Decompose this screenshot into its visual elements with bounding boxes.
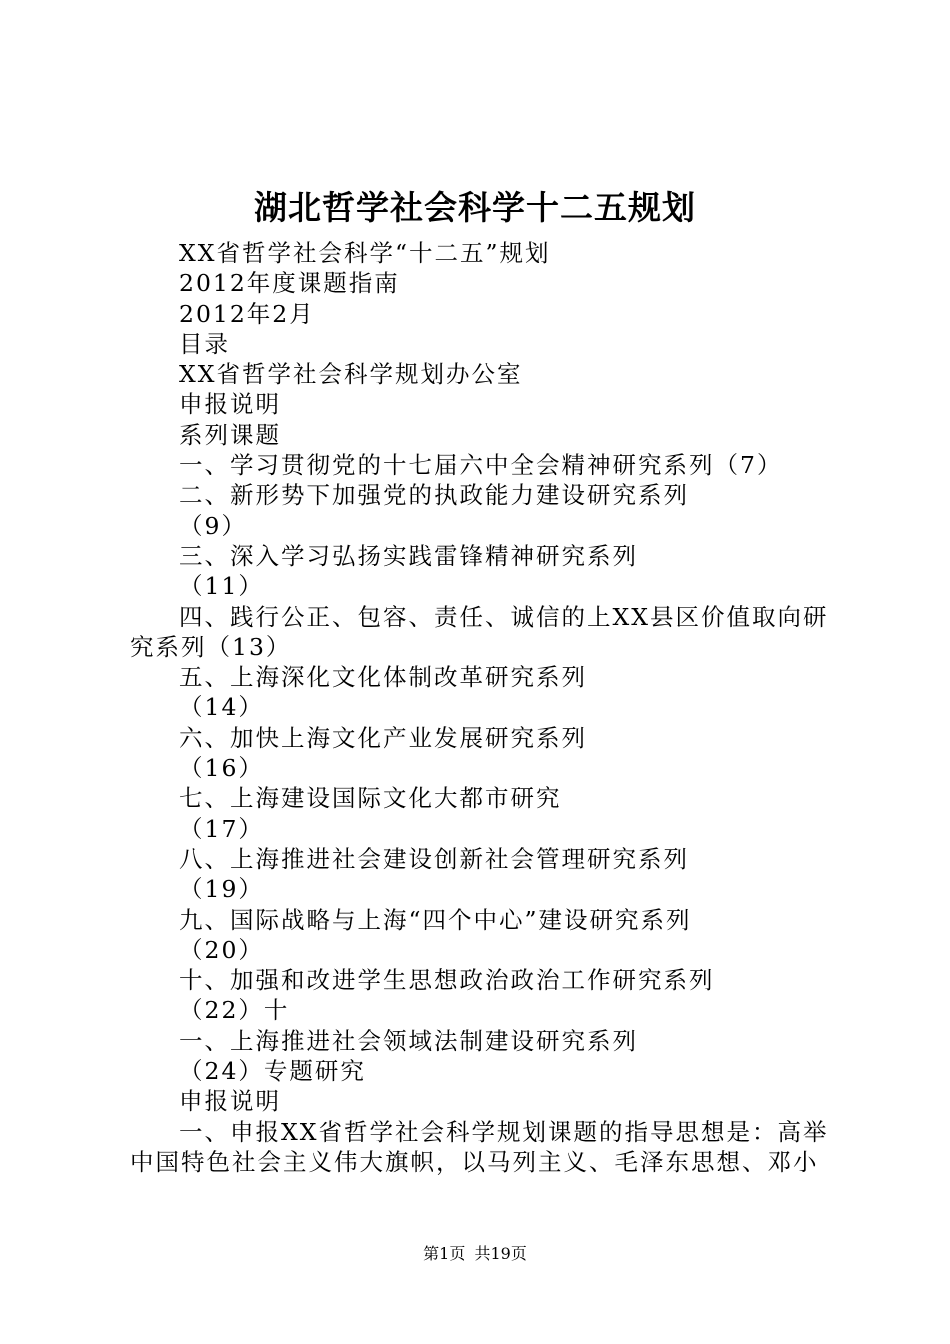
toc-entry: 三、深入学习弘扬实践雷锋精神研究系列 [179,541,638,570]
document-title: 湖北哲学社会科学十二五规划 [254,188,696,227]
toc-page-number: （9） [179,511,247,540]
toc-page-number: （19） [179,875,264,904]
page-footer [0,1242,950,1266]
body-line: XX省哲学社会科学“十二五”规划 [179,239,551,267]
body-line: 申报说明 [179,390,281,419]
toc-page-number: （22）十 [179,996,290,1025]
page-number: 第1页 [423,1244,466,1263]
body-line: 目录 [179,329,230,358]
toc-page-number: （11） [179,572,264,601]
document-body [130,238,830,1177]
paragraph-line: 中国特色社会主义伟大旗帜，以马列主义、毛泽东思想、邓小 [130,1147,819,1176]
toc-entry: 二、新形势下加强党的执政能力建设研究系列 [179,481,689,510]
toc-entry: 四、践行公正、包容、责任、诚信的上XX县区价值取向研 [179,602,829,631]
body-line: XX省哲学社会科学规划办公室 [179,360,523,389]
toc-page-number: （16） [179,754,264,783]
toc-entry: 六、加快上海文化产业发展研究系列 [179,723,587,752]
toc-entry: 一、上海推进社会领域法制建设研究系列 [179,1026,638,1055]
toc-entry: 八、上海推进社会建设创新社会管理研究系列 [179,844,689,873]
toc-entry: 七、上海建设国际文化大都市研究 [179,784,562,813]
body-line: 2012年2月 [179,299,315,328]
toc-page-number: （14） [179,693,264,722]
total-pages: 共19页 [474,1244,527,1263]
toc-entry-continuation: 究系列（13） [130,632,292,661]
paragraph-line: 一、申报XX省哲学社会科学规划课题的指导思想是：高举 [179,1117,829,1146]
toc-page-number: （24）专题研究 [179,1057,366,1086]
body-line: 2012年度课题指南 [179,269,400,298]
toc-entry: 五、上海深化文化体制改革研究系列 [179,663,587,692]
toc-page-number: （17） [179,814,264,843]
toc-entry: 十、加强和改进学生思想政治政治工作研究系列 [179,966,715,995]
section-heading: 申报说明 [179,1087,281,1116]
toc-entry: 九、国际战略与上海“四个中心”建设研究系列 [179,905,692,934]
toc-entry: 一、学习贯彻党的十七届六中全会精神研究系列（7） [179,451,783,480]
toc-page-number: （20） [179,935,264,964]
body-line: 系列课题 [179,420,281,449]
